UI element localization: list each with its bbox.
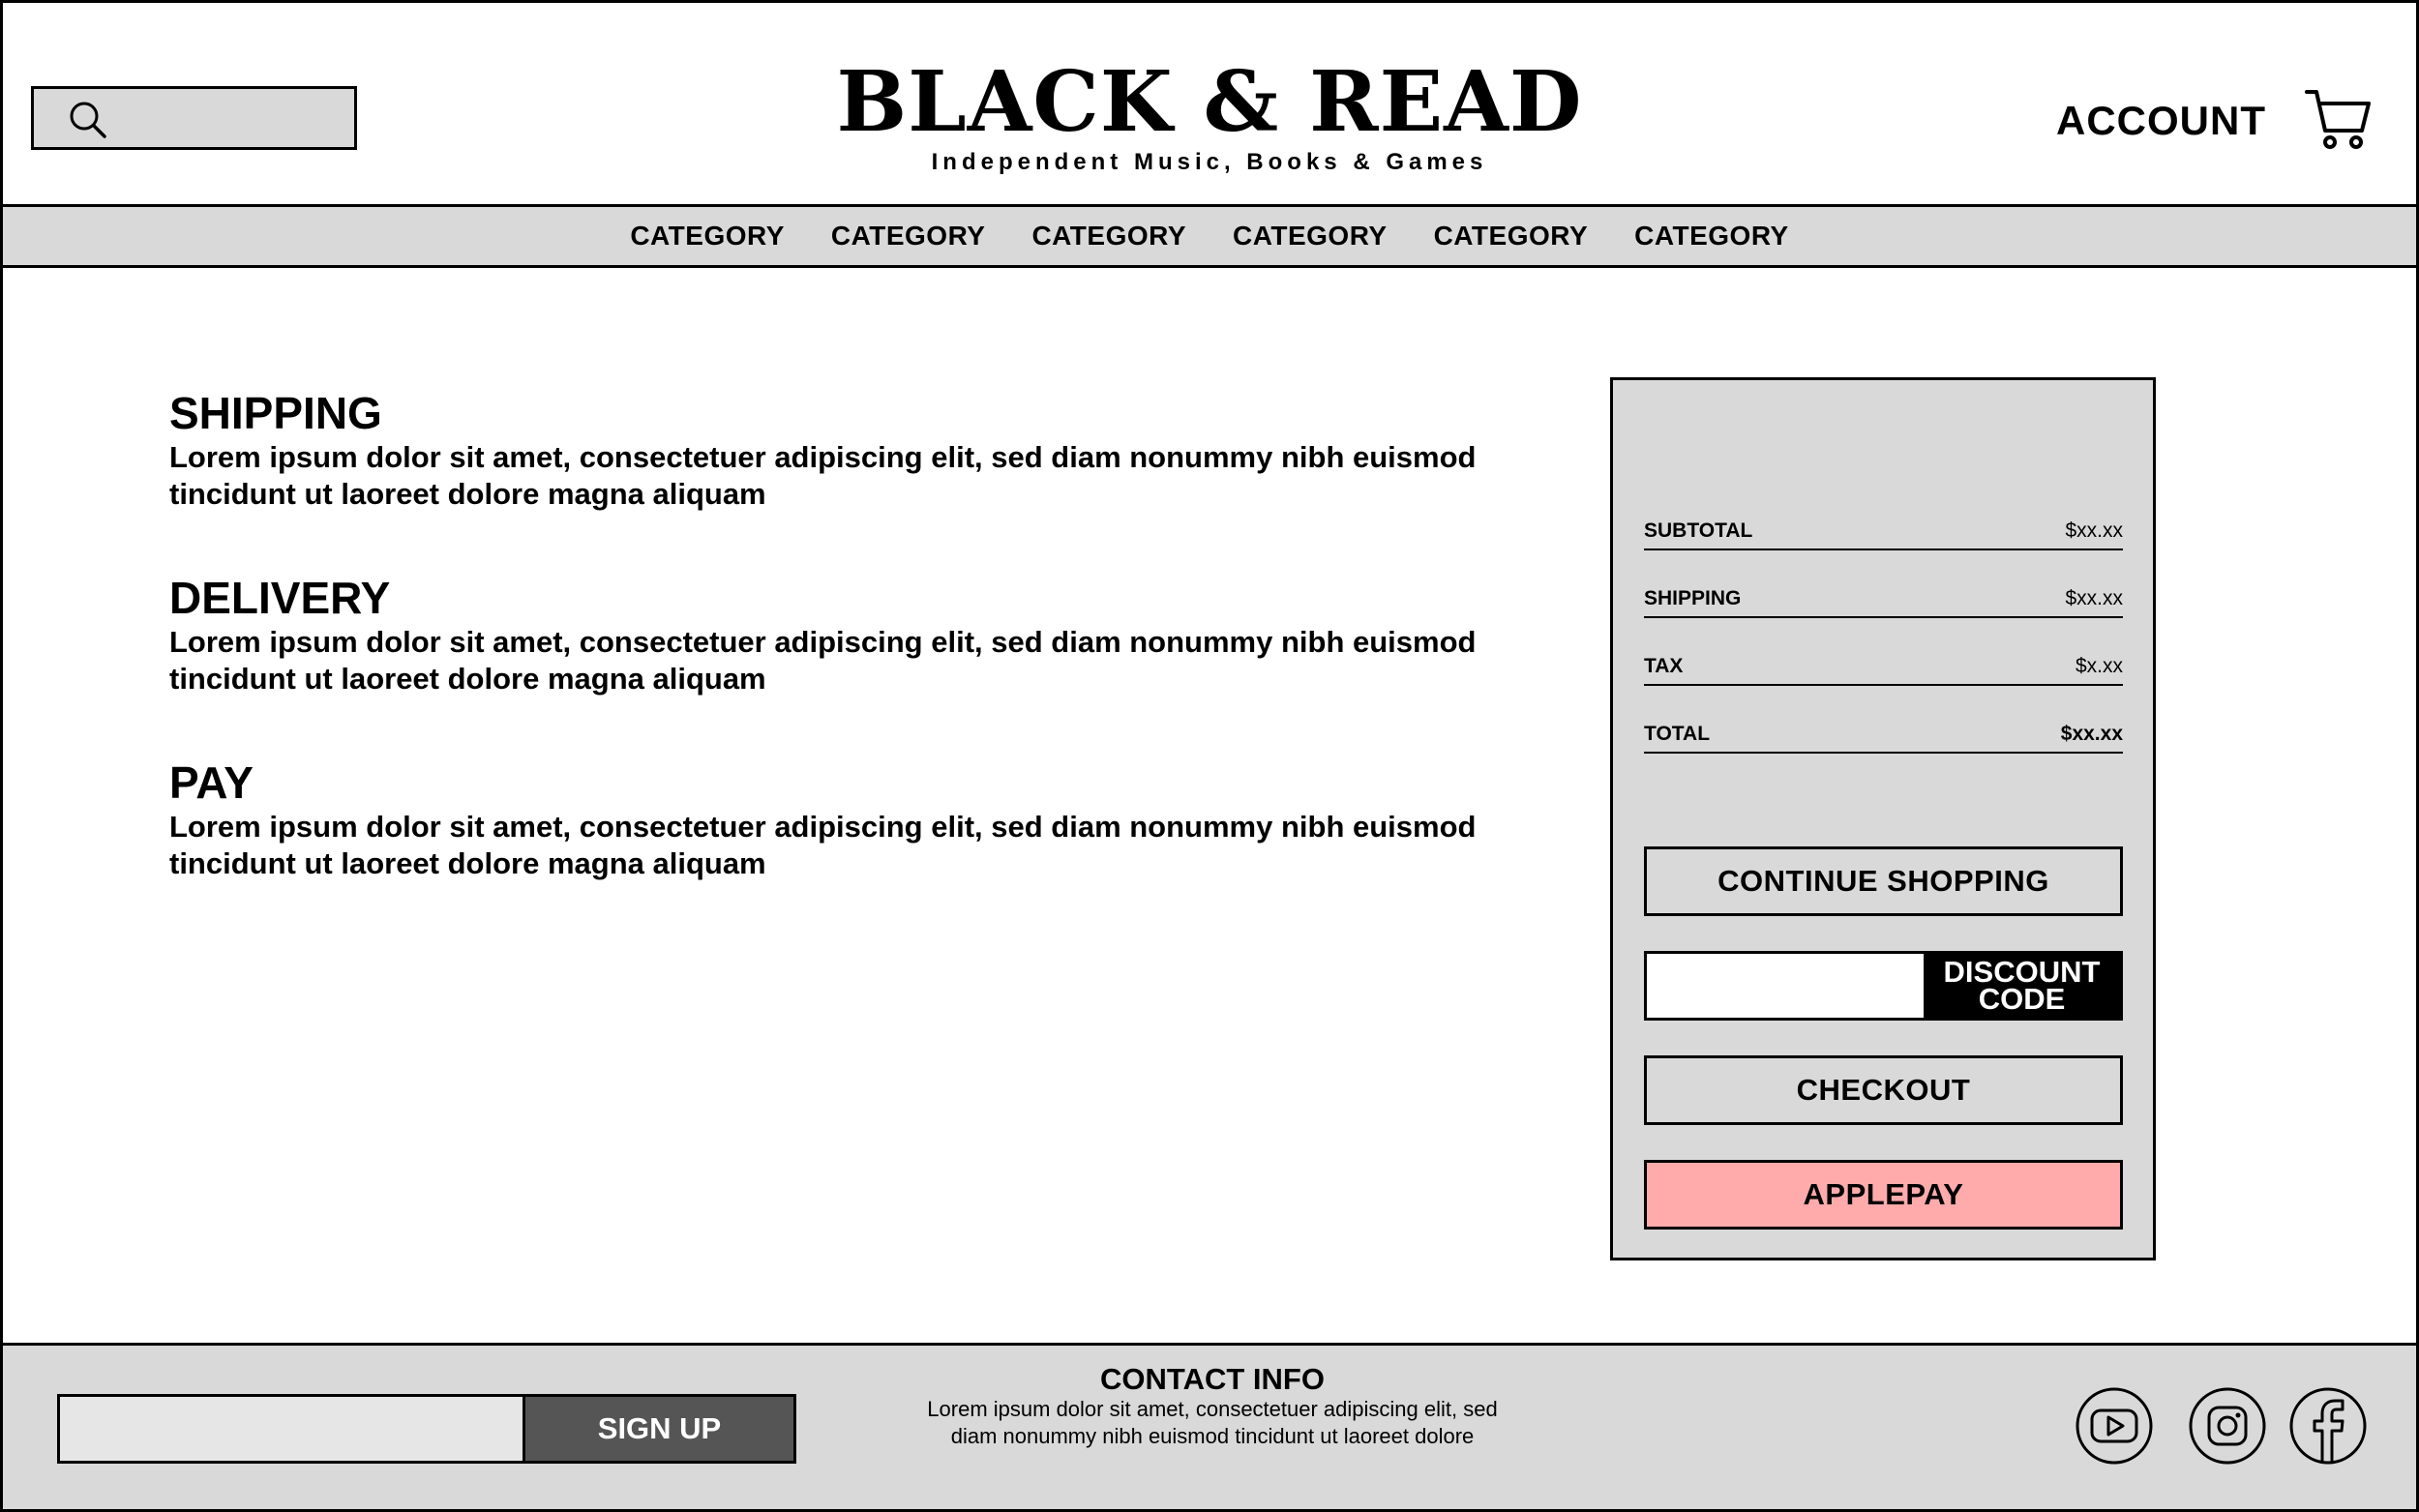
shipping-row — [1644, 578, 2123, 618]
nav-category-6[interactable]: CATEGORY — [1634, 221, 1789, 251]
discount-code-group — [1644, 951, 2123, 1021]
subtotal-row — [1644, 510, 2123, 550]
shipping-title: SHIPPING — [169, 388, 382, 438]
discount-code-input[interactable] — [1647, 954, 1924, 1018]
continue-shopping-button[interactable]: CONTINUE SHOPPING — [1644, 846, 2123, 916]
shipping-value: $xx.xx — [2065, 587, 2123, 609]
contact-title: CONTACT INFO — [1100, 1362, 1325, 1396]
total-value: $xx.xx — [2060, 723, 2123, 745]
subtotal-value: $xx.xx — [2065, 519, 2123, 542]
facebook-icon[interactable] — [2288, 1386, 2368, 1466]
total-label: TOTAL — [1644, 723, 1711, 745]
total-row — [1644, 713, 2123, 754]
youtube-icon[interactable] — [2075, 1386, 2154, 1466]
nav-category-2[interactable]: CATEGORY — [830, 221, 986, 251]
discount-line-1: DISCOUNT — [1943, 955, 2101, 989]
subtotal-label: SUBTOTAL — [1644, 519, 1753, 542]
shipping-section — [169, 387, 1543, 513]
newsletter-email-field[interactable] — [57, 1394, 523, 1464]
logo-title: BLACK & READ — [836, 53, 1583, 151]
nav-category-3[interactable]: CATEGORY — [1031, 221, 1186, 251]
discount-line-2: CODE — [1978, 982, 2066, 1016]
category-nav — [3, 204, 2416, 268]
instagram-icon[interactable] — [2188, 1386, 2267, 1466]
pay-text: Lorem ipsum dolor sit amet, consectetuer adipiscing elit, sed diam nonummy nibh euismod tincidunt ut laoreet dolore magna aliquam — [169, 810, 1477, 880]
delivery-section — [169, 572, 1543, 697]
delivery-title: DELIVERY — [169, 573, 391, 623]
shipping-text: Lorem ipsum dolor sit amet, consectetuer adipiscing elit, sed diam nonummy nibh euismod tincidunt ut laoreet dolore magna aliquam — [169, 440, 1477, 511]
nav-category-5[interactable]: CATEGORY — [1433, 221, 1589, 251]
delivery-text: Lorem ipsum dolor sit amet, consectetuer adipiscing elit, sed diam nonummy nibh euismod tincidunt ut laoreet dolore magna aliquam — [169, 625, 1477, 696]
nav-category-1[interactable]: CATEGORY — [630, 221, 785, 251]
pay-title: PAY — [169, 757, 254, 808]
account-link[interactable]: ACCOUNT — [2056, 98, 2266, 143]
checkout-button[interactable]: CHECKOUT — [1644, 1055, 2123, 1125]
tax-value: $x.xx — [2075, 655, 2123, 677]
order-summary-panel — [1610, 377, 2156, 1260]
discount-code-button[interactable] — [1924, 954, 2120, 1018]
site-footer — [3, 1343, 2416, 1509]
site-logo[interactable] — [3, 53, 2416, 177]
signup-button[interactable]: SIGN UP — [523, 1394, 796, 1464]
pay-section — [169, 756, 1543, 882]
tax-row — [1644, 645, 2123, 686]
logo-subtitle: Independent Music, Books & Games — [931, 149, 1488, 175]
contact-text: Lorem ipsum dolor sit amet, consectetuer adipiscing elit, sed diam nonummy nibh euismod tincidunt ut laoreet dolore — [927, 1397, 1498, 1448]
tax-label: TAX — [1644, 655, 1684, 677]
applepay-button[interactable]: APPLEPAY — [1644, 1160, 2123, 1230]
shipping-label: SHIPPING — [1644, 587, 1742, 609]
cart-icon[interactable] — [2304, 86, 2374, 156]
site-header — [3, 3, 2416, 204]
nav-category-4[interactable]: CATEGORY — [1233, 221, 1388, 251]
contact-info — [917, 1363, 1508, 1450]
